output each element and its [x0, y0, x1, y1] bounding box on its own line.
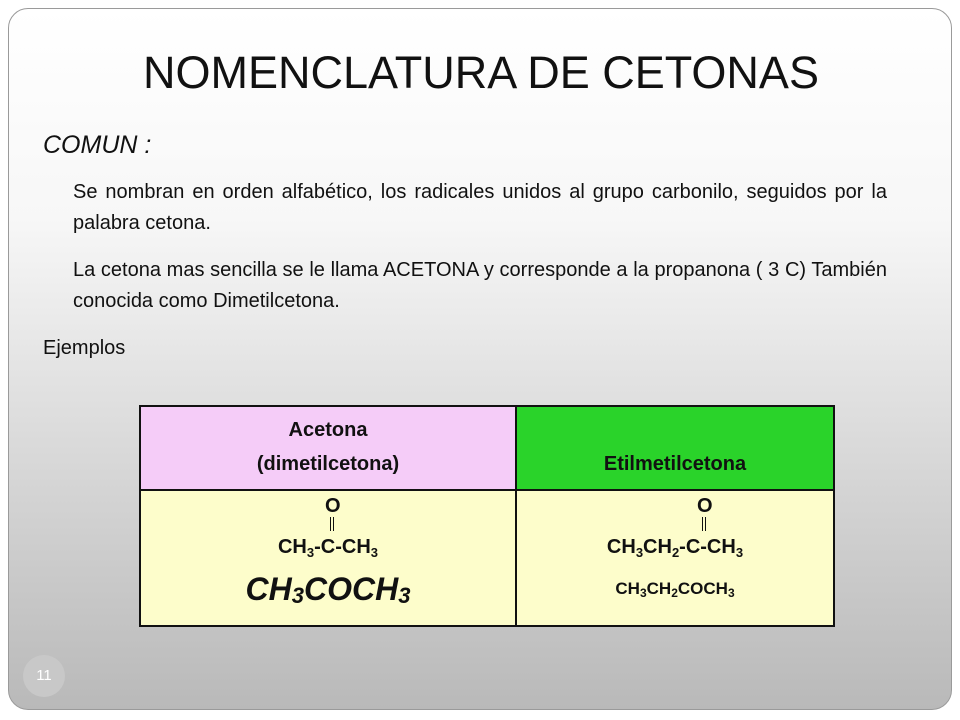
- page-number: 11: [23, 655, 65, 697]
- cell-etilmetilcetona-formulas: [517, 491, 833, 625]
- header-acetona: [141, 407, 517, 491]
- slide-title: NOMENCLATURA DE CETONAS: [143, 47, 819, 98]
- slide: [8, 8, 952, 710]
- double-bond: [330, 517, 334, 531]
- paragraph-acetona: La cetona mas sencilla se le llama ACETONA y corresponde a la propanona ( 3 C) También conocida como Dimetilcetona.: [73, 259, 887, 312]
- condensed-formula: $CH_3COCH_3$: [245, 571, 411, 608]
- double-bond: [702, 517, 706, 531]
- oxygen-atom: O: [697, 495, 713, 517]
- header-etilmetilcetona-name: Etilmetilcetona: [603, 453, 747, 475]
- header-etilmetilcetona: [517, 407, 833, 491]
- examples-label: Ejemplos: [43, 337, 126, 359]
- cell-acetona-formulas: [141, 491, 517, 625]
- subtitle-comun: COMUN :: [43, 131, 152, 159]
- header-acetona-name: Acetona: [288, 419, 368, 441]
- oxygen-atom: O: [325, 495, 341, 517]
- condensed-formula: $CH_3CH_2COCH_3$: [615, 579, 735, 600]
- paragraph-rule: Se nombran en orden alfabético, los radicales unidos al grupo carbonilo, seguidos por la palabra cetona.: [73, 181, 887, 234]
- examples-table: [139, 405, 835, 627]
- header-acetona-alias: (dimetilcetona): [256, 453, 400, 475]
- structural-formula: $CH_3CH_2-C-CH_3$: [606, 536, 744, 560]
- structural-formula: $CH_3-C-CH_3$: [277, 536, 378, 560]
